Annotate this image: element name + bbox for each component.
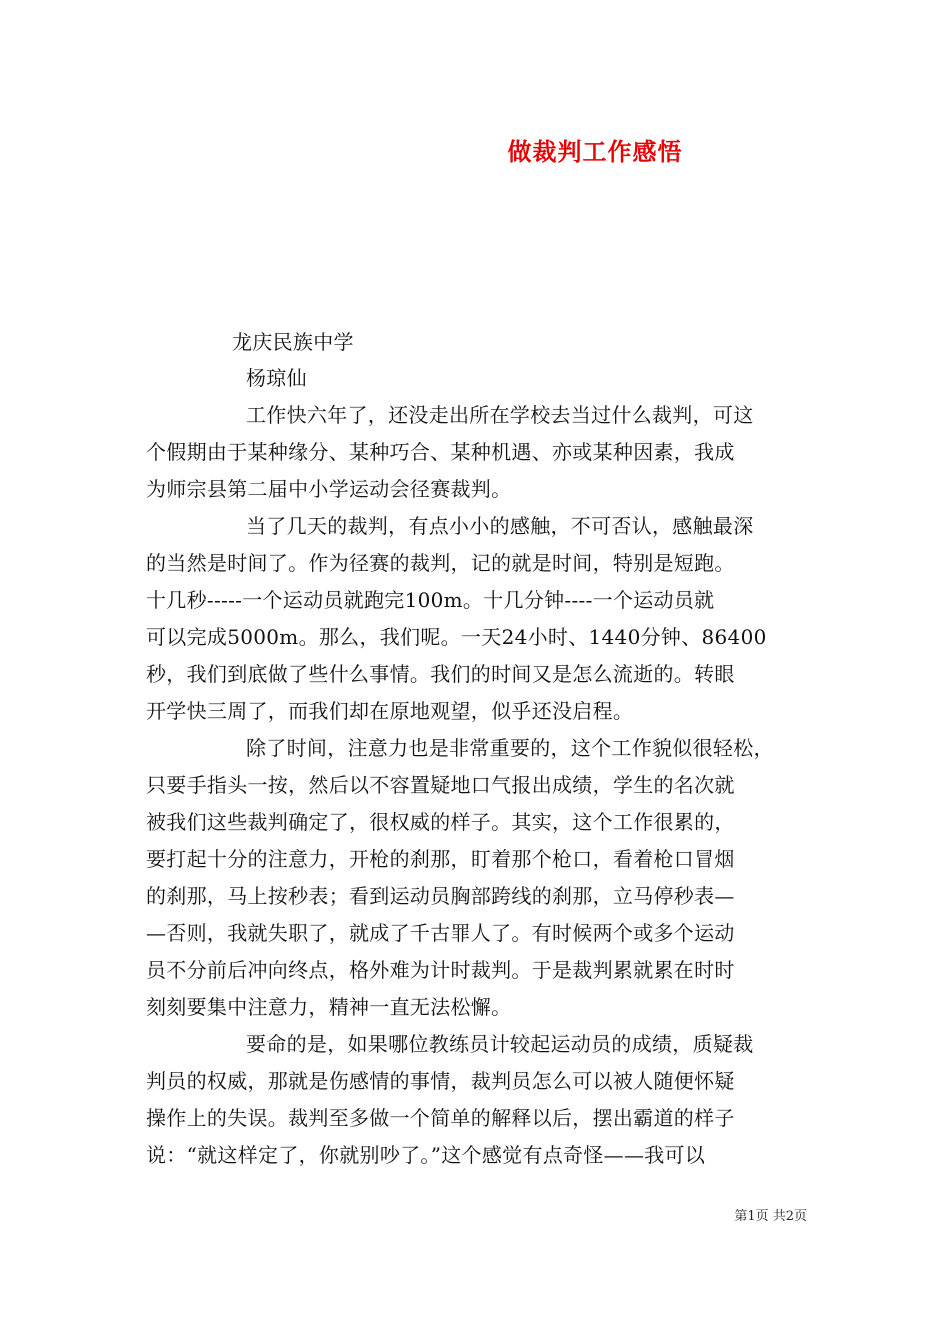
body-line: 秒，我们到底做了些什么事情。我们的时间又是怎么流逝的。转眼 <box>146 662 735 686</box>
author-name: 杨琼仙 <box>246 366 307 390</box>
document-title: 做裁判工作感悟 <box>507 137 683 166</box>
body-line: 刻刻要集中注意力，精神一直无法松懈。 <box>146 995 512 1019</box>
body-line: 说：“就这样定了，你就别吵了。”这个感觉有点奇怪——我可以 <box>146 1143 706 1167</box>
body-line: 十几秒-----一个运动员就跑完100m。十几分钟----一个运动员就 <box>146 588 715 612</box>
body-line: 工作快六年了，还没走出所在学校去当过什么裁判，可这 <box>246 403 754 427</box>
body-line: 个假期由于某种缘分、某种巧合、某种机遇、亦或某种因素，我成 <box>146 440 735 464</box>
body-line: 员不分前后冲向终点，格外难为计时裁判。于是裁判累就累在时时 <box>146 958 735 982</box>
body-line: 的刹那，马上按秒表；看到运动员胸部跨线的刹那，立马停秒表— <box>146 884 735 908</box>
body-line: 为师宗县第二届中小学运动会径赛裁判。 <box>146 477 512 501</box>
body-line: 当了几天的裁判，有点小小的感触，不可否认，感触最深 <box>246 514 754 538</box>
body-line: 除了时间，注意力也是非常重要的，这个工作貌似很轻松， <box>246 736 774 760</box>
page-footer: 第1页 共2页 <box>734 1209 807 1224</box>
body-line: 要命的是，如果哪位教练员计较起运动员的成绩，质疑裁 <box>246 1032 754 1056</box>
body-line: 可以完成5000m。那么，我们呢。一天24小时、1440分钟、86400 <box>146 625 767 649</box>
body-line: —否则，我就失职了，就成了千古罪人了。有时候两个或多个运动 <box>146 921 735 945</box>
school-name: 龙庆民族中学 <box>232 330 354 354</box>
body-line: 的当然是时间了。作为径赛的裁判，记的就是时间，特别是短跑。 <box>146 551 735 575</box>
body-line: 只要手指头一按，然后以不容置疑地口气报出成绩，学生的名次就 <box>146 773 735 797</box>
body-line: 操作上的失误。裁判至多做一个简单的解释以后，摆出霸道的样子 <box>146 1106 735 1130</box>
body-line: 要打起十分的注意力，开枪的刹那，盯着那个枪口，看着枪口冒烟 <box>146 847 735 871</box>
body-line: 判员的权威，那就是伤感情的事情，裁判员怎么可以被人随便怀疑 <box>146 1069 735 1093</box>
body-line: 被我们这些裁判确定了，很权威的样子。其实，这个工作很累的， <box>146 810 735 834</box>
body-line: 开学快三周了，而我们却在原地观望，似乎还没启程。 <box>146 699 634 723</box>
